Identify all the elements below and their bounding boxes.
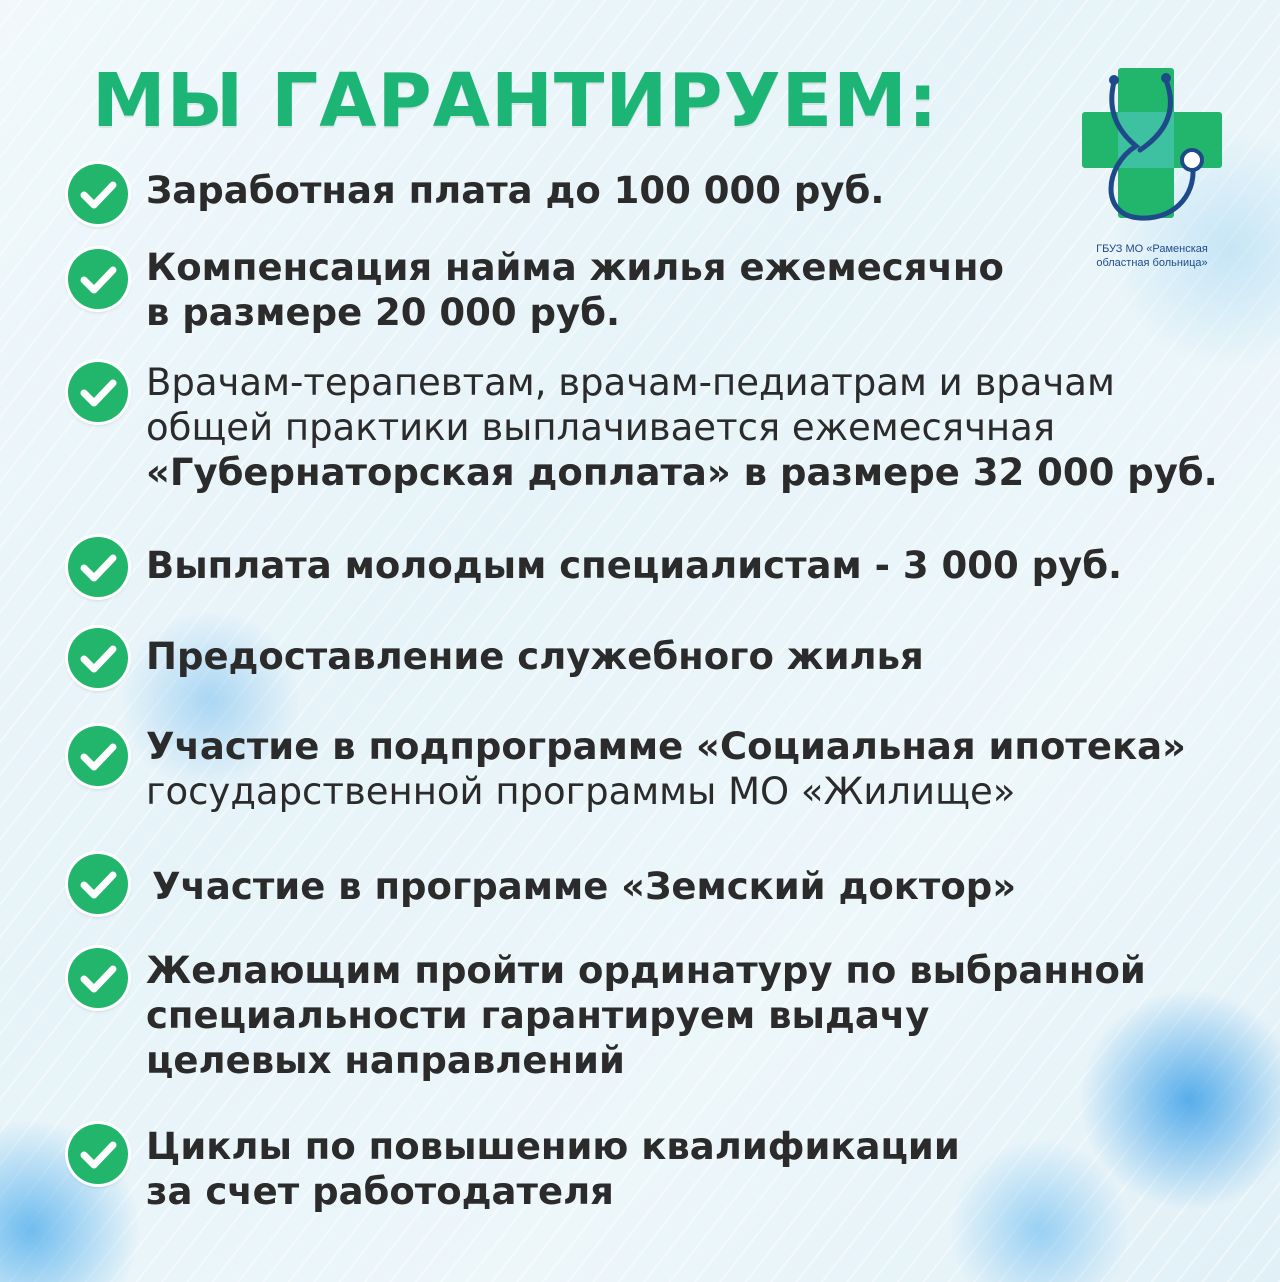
guarantee-line: в размере 20 000 руб. <box>146 291 621 334</box>
guarantee-line: Врачам-терапевтам, врачам-педиатрам и врачам <box>146 361 1115 404</box>
checkmark-icon <box>68 854 128 914</box>
guarantee-text <box>146 948 1146 1083</box>
logo-caption-line-2: областная больница» <box>1096 257 1208 269</box>
checkmark-icon <box>68 726 128 786</box>
page-title: МЫ ГАРАНТИРУЕМ: <box>92 58 939 144</box>
checkmark-icon <box>68 1124 128 1184</box>
guarantee-line: Выплата молодым специалистам - 3 000 руб. <box>146 544 1123 587</box>
guarantee-line: за счет работодателя <box>146 1170 614 1213</box>
guarantee-line: специальности гарантируем выдачу <box>146 994 930 1037</box>
guarantee-text <box>146 360 1218 495</box>
checkmark-icon <box>68 537 128 597</box>
guarantee-line: Участие в программе «Земский доктор» <box>152 865 1017 908</box>
checkmark-icon <box>68 948 128 1008</box>
guarantee-line: Компенсация найма жилья ежемесячно <box>146 246 1004 289</box>
hospital-logo <box>1062 66 1242 276</box>
checkmark-icon <box>68 628 128 688</box>
guarantee-text <box>146 168 884 213</box>
guarantee-line: Участие в подпрограмме «Социальная ипотека» <box>146 725 1186 768</box>
guarantee-text <box>146 1124 960 1214</box>
medical-cross-stethoscope-icon <box>1074 66 1230 236</box>
guarantee-text <box>152 864 1016 909</box>
guarantee-text <box>146 245 1004 335</box>
guarantee-line: Заработная плата до 100 000 руб. <box>146 169 885 212</box>
guarantee-text <box>146 634 924 679</box>
guarantee-line: целевых направлений <box>146 1039 625 1082</box>
guarantee-text <box>146 724 1186 814</box>
guarantee-line: Циклы по повышению квалификации <box>146 1125 960 1168</box>
checkmark-icon <box>68 164 128 224</box>
checkmark-icon <box>68 362 128 422</box>
checkmark-icon <box>68 249 128 309</box>
guarantee-line: Предоставление служебного жилья <box>146 635 924 678</box>
logo-caption-line-1: ГБУЗ МО «Раменская <box>1096 243 1208 255</box>
guarantee-text <box>146 543 1122 588</box>
guarantee-line: Желающим пройти ординатуру по выбранной <box>146 949 1146 992</box>
guarantee-line: общей практики выплачивается ежемесячная <box>146 406 1056 449</box>
guarantee-line: государственной программы МО «Жилище» <box>146 770 1016 813</box>
logo-caption <box>1062 242 1242 270</box>
guarantee-line: «Губернаторская доплата» в размере 32 000 руб. <box>146 451 1218 494</box>
